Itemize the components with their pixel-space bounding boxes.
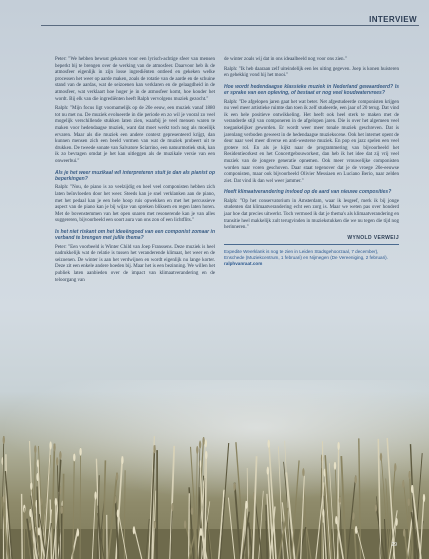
right-column [224, 57, 399, 267]
page-number: 29 [391, 542, 397, 548]
interview-question: Hoe wordt hedendaagse klassieke muziek in Nederland gewaardeerd? Is er sprake van een opleving, of bestaat er nog veel koudwatervrees? [224, 83, 399, 97]
body-paragraph: Peter: "Een voorbeeld is Winter Child van Joep Franssens. Deze muziek is heel nadrukkelijk wat de relatie is tussen het veranderende klimaat, het weer en de seizoenen. De winter is aan het verdwijnen en wordt eigenlijk nu lange korter. Deze zit een enkele andere hoeden bij. Maar het is een bezinning. We willen het publiek laten aanbieden over de impact van klimaatverandering en de teloorgang van [55, 244, 215, 283]
body-paragraph: Ralph: "Ik heb daaraan zelf uiteindelijk een les uiting gegeven. Joep is konen huisteren en gehekkig vond hij het mooi." [224, 66, 399, 79]
author-signature: WYNOLD VERWEIJ [347, 234, 399, 241]
interview-question: Als je het weer muzikaal wil interpreteren stuit je dan als pianist op beperkingen? [55, 169, 215, 182]
event-info-text: Expedite Weerklank is nog te zien in Leiden Stadsgehoorzaal, 7 december), Enschede (Muziekcentrum, 1 februari) en Nijmegen (De Vereeniging, 2 februari). [224, 249, 388, 261]
body-paragraph: Ralph: "De afgelopen jaren gaat het wat beter. Net afgestudeerde componisten krijgen nu veel meer artistieke ruimte dan toen ik zelf studeerde, een jaar of 20 terug. Dat vind ik een hele positieve ontwikkeling. Het heeft ook heel sterk te maken met de veranderde stijl van componeren in de afgelopen jaren. Die is over het algemeen veel toegankelijker geworden. Er wordt weer meer tonale muziek geschreven. Dat is jarenlang verboden geweest in de hedendaagse muziekscene. Ook het internet opent de deur naar veel meer diverse en anti-westerse muziek. En pop en jazz spelen een veel grotere rol. En als je kijkt naar de programmering van bijvoorbeeld het Residentieorkest en het Concertgebouworkest, dan heb ik het idee dat zij vrij veel muziek van de jongere generatie opnemen. Ook meer vrouwelijke componisten worden naar voren geschoven. Daar staat tegenover dat je de vroege 20e-eeuwse componisten, maar ook bijvoorbeeld Olivier Messiaen en Luciano Berio, naar zelden ziet. Dat vind ik dan wel weer jammer." [224, 99, 399, 184]
website-link[interactable]: ralphvanraat.com [224, 261, 263, 267]
interview-question: Is het niet riskant om het ideeëngoed van een componist zomaar in verband te brengen met jullie thema? [55, 228, 215, 242]
event-info-box [224, 244, 399, 267]
right-column-text [224, 57, 399, 232]
grass-silhouette [0, 419, 429, 559]
left-column [55, 57, 215, 287]
section-label: INTERVIEW [369, 15, 417, 24]
interview-question: Heeft klimaatverandering invloed op de aard van nieuwe composities? [224, 189, 392, 196]
body-paragraph: de winter zoals wij dat in ons ideaalbeeld nog voor ons zien." [224, 57, 347, 62]
body-paragraph: Ralph: "Nou, de piano is zo veelzijdig en heel veel componisten hebben zich laten beïnvloeden door het weer. Steeds kan je snel verklanken aan de piano, met het pedaal kan je een hele hoop ruis opwekken en met het percussieve aspect van de piano kan je bij wijze van spreken bliksem en regen laten horen. Met de bovenstemmen van het open snaren met resonerende kan je van alles suggereren, bijvoorbeeld een soort aura van ons zon of een lichtflits." [55, 185, 215, 224]
header-rule [41, 25, 419, 26]
body-paragraph: Ralph: "Op het conservatorium in Amsterdam, waar ik lesgeef, merk ik bij jonge studenten dat klimaatverandering echt een zorg is. Maar we weten pas over honderd jaar hoe dat precies uitwerkt. Toch vermoed ik dat je thema's als klimaatverandering en transitie heel makkelijk zult terugvinden in muziekstukken die we nu tegen die tijd nog herinneren." [224, 198, 399, 231]
body-paragraph: Ralph: "Mijn focus ligt voornamelijk op de 20e eeuw, een muziek vanaf 1880 tot nu met nu. De muziek evolueerde in die periode en zo wil je vooral zo veel mogelijk verschillende stukken laten zien, waarbij je veel mensen waren te maken voor hedendaagse muziek, want dat moet werkt toch nog als moeilijk ervaren. Maar als die muziek een andere context gepresenteerd krijgt, dan kunnen mensen zich een beeld vormen van wat de muziek probeert uit te drukken. De tweede sonate van Salvatore Sciarrino, een natuurmotiek stuk, kan ik zo bevragen omdat je het kan uitleggen als de muzikale versie van een onweerbui." [55, 106, 215, 164]
body-paragraph: Peter: "We hebben bewust gekozen voor een lyrisch-achtige sfeer van mensen beperkt bij te brengen over de werking van de atmosfeer. Daarvoor heb ik de atmosfeer eigenlijk in zijn losse ingrediënten ontleed en gekeken welke processen het weer op aarde maken, zoals de rotatie van de aarde en de schuine stand van de aardas, wat de seizoenen kan verklaren en de gelaagdheid in de atmosfeer, wat verklaart hoe hoger je in de atmosfeer komt, hoe kouder het wordt. Bij elk van die ingrediënten heeft Ralph vervolgens muziek gezocht." [55, 57, 215, 102]
